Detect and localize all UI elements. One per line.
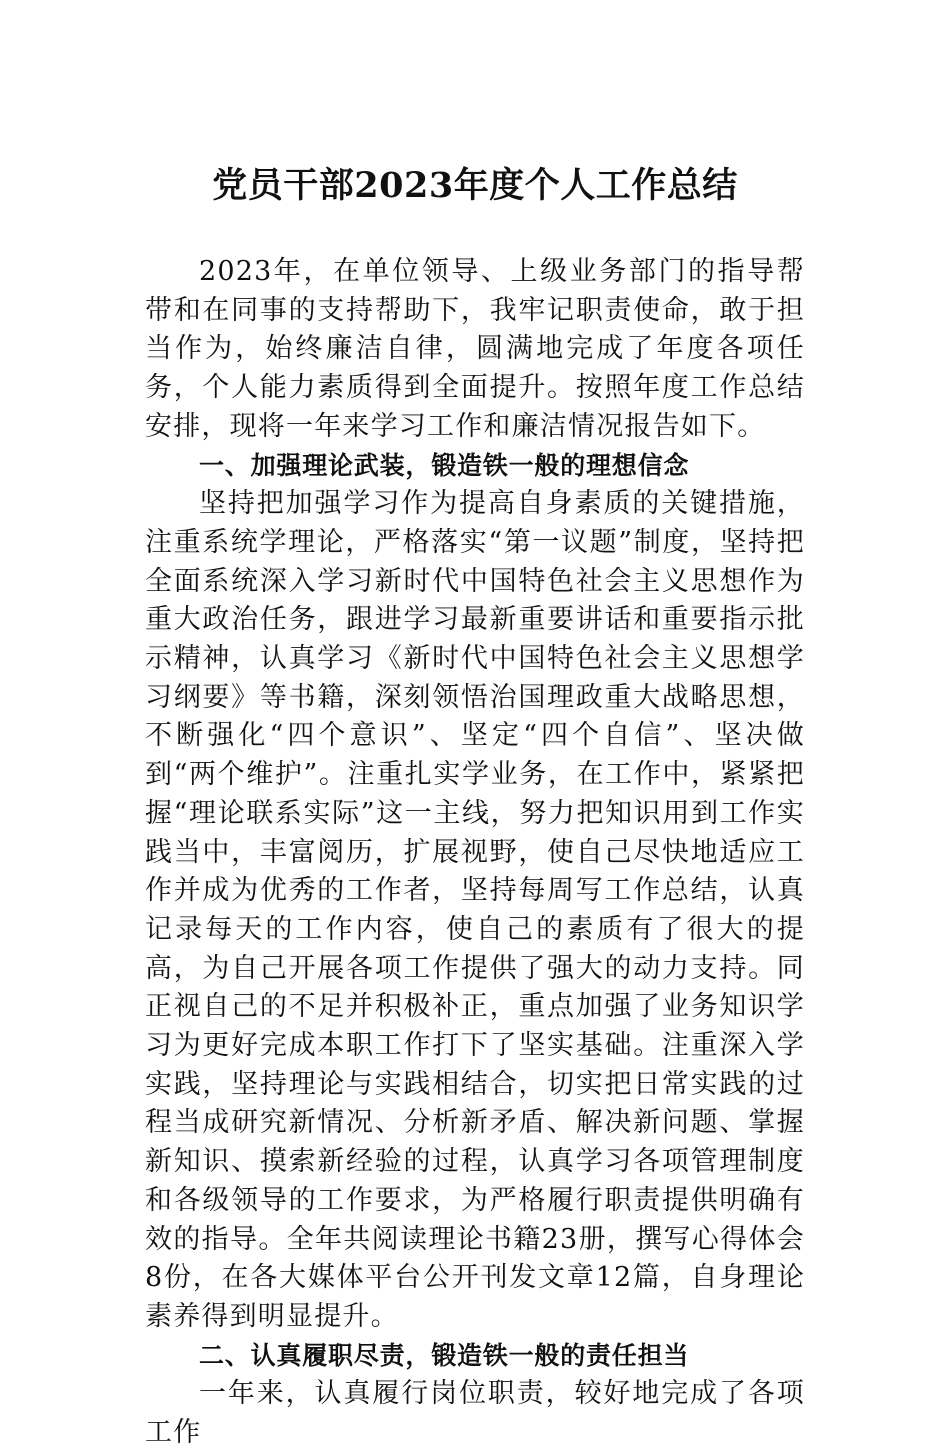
section-2-heading: 二、认真履职尽责，锻造铁一般的责任担当 [199,1340,690,1370]
intro-paragraph: 2023年，在单位领导、上级业务部门的指导帮带和在同事的支持帮助下，我牢记职责使命，敢于担当作为，始终廉洁自律，圆满地完成了年度各项任务，个人能力素质得到全面提升。按照年度工作总结安排，现将一年来学习工作和廉洁情况报告如下。 [145,256,805,442]
document-body [145,253,805,1453]
section-1-paragraph: 坚持把加强学习作为提高自身素质的关键措施，注重系统学理论，严格落实“第一议题”制度，坚持把全面系统深入学习新时代中国特色社会主义思想作为重大政治任务，跟进学习最新重要讲话和重要指示批示精神，认真学习《新时代中国特色社会主义思想学习纲要》等书籍，深刻领悟治国理政重大战略思想，不断强化“四个意识”、坚定“四个自信”、坚决做到“两个维护”。注重扎实学业务，在工作中，紧紧把握“理论联系实际”这一主线，努力把知识用到工作实践当中，丰富阅历，扩展视野，使自己尽快地适应工作并成为优秀的工作者，坚持每周写工作总结，认真记录每天的工作内容，使自己的素质有了很大的提高，为自己开展各项工作提供了强大的动力支持。同正视自己的不足并积极补正，重点加强了业务知识学习为更好完成本职工作打下了坚实基础。注重深入学实践，坚持理论与实践相结合，切实把日常实践的过程当成研究新情况、分析新矛盾、解决新问题、掌握新知识、摸索新经验的过程，认真学习各项管理制度和各级领导的工作要求，为严格履行职责提供明确有效的指导。全年共阅读理论书籍23册，撰写心得体会8份，在各大媒体平台公开刊发文章12篇，自身理论素养得到明显提升。 [145,488,805,1332]
document-title: 党员干部2023年度个人工作总结 [212,165,738,206]
section-1-heading: 一、加强理论武装，锻造铁一般的理想信念 [199,450,690,480]
section-2-paragraph: 一年来，认真履行岗位职责，较好地完成了各项工作 [145,1378,805,1449]
